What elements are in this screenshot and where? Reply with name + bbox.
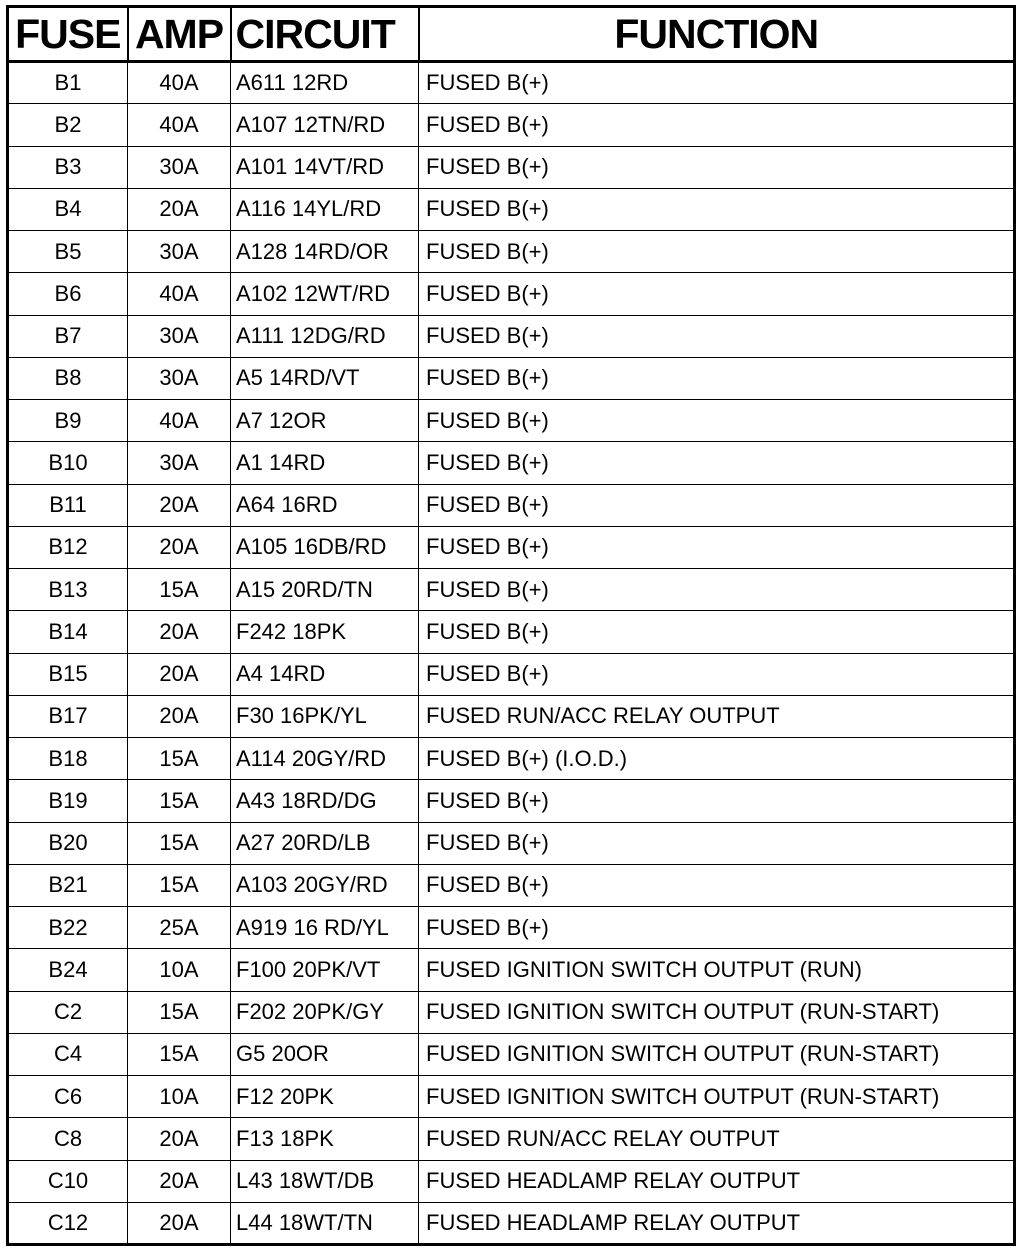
cell-function: FUSED IGNITION SWITCH OUTPUT (RUN) (419, 949, 1015, 991)
cell-circuit: A101 14VT/RD (231, 146, 419, 188)
cell-function: FUSED IGNITION SWITCH OUTPUT (RUN-START) (419, 1076, 1015, 1118)
cell-fuse: B18 (8, 738, 128, 780)
header-circuit: CIRCUIT (231, 7, 419, 62)
cell-fuse: B21 (8, 864, 128, 906)
table-row (8, 188, 1015, 230)
cell-amp: 20A (128, 526, 231, 568)
table-row (8, 653, 1015, 695)
cell-function: FUSED B(+) (419, 864, 1015, 906)
cell-circuit: A111 12DG/RD (231, 315, 419, 357)
cell-amp: 30A (128, 315, 231, 357)
header-fuse: FUSE (8, 7, 128, 62)
cell-circuit: A116 14YL/RD (231, 188, 419, 230)
cell-fuse: B2 (8, 104, 128, 146)
cell-fuse: B3 (8, 146, 128, 188)
table-row (8, 738, 1015, 780)
fuse-table (6, 5, 1016, 1246)
cell-function: FUSED B(+) (419, 188, 1015, 230)
cell-function: FUSED B(+) (419, 357, 1015, 399)
cell-circuit: A102 12WT/RD (231, 273, 419, 315)
cell-amp: 30A (128, 231, 231, 273)
cell-amp: 30A (128, 442, 231, 484)
cell-circuit: A5 14RD/VT (231, 357, 419, 399)
cell-fuse: B7 (8, 315, 128, 357)
cell-amp: 15A (128, 991, 231, 1033)
cell-fuse: C10 (8, 1160, 128, 1202)
cell-function: FUSED B(+) (419, 780, 1015, 822)
cell-amp: 20A (128, 653, 231, 695)
table-row (8, 949, 1015, 991)
cell-circuit: A128 14RD/OR (231, 231, 419, 273)
cell-circuit: A114 20GY/RD (231, 738, 419, 780)
cell-fuse: B9 (8, 400, 128, 442)
cell-amp: 40A (128, 62, 231, 104)
cell-function: FUSED B(+) (419, 653, 1015, 695)
cell-circuit: L44 18WT/TN (231, 1202, 419, 1244)
cell-circuit: A15 20RD/TN (231, 569, 419, 611)
cell-function: FUSED B(+) (419, 62, 1015, 104)
cell-function: FUSED B(+) (419, 526, 1015, 568)
table-row (8, 62, 1015, 104)
cell-amp: 15A (128, 1033, 231, 1075)
cell-function: FUSED B(+) (419, 907, 1015, 949)
table-row (8, 231, 1015, 273)
table-header (8, 7, 1015, 62)
cell-amp: 15A (128, 822, 231, 864)
table-row (8, 907, 1015, 949)
cell-circuit: A919 16 RD/YL (231, 907, 419, 949)
cell-function: FUSED RUN/ACC RELAY OUTPUT (419, 695, 1015, 737)
cell-fuse: B8 (8, 357, 128, 399)
cell-function: FUSED B(+) (419, 273, 1015, 315)
cell-function: FUSED B(+) (419, 231, 1015, 273)
cell-function: FUSED B(+) (419, 104, 1015, 146)
header-row (8, 7, 1015, 62)
cell-amp: 40A (128, 273, 231, 315)
table-row (8, 146, 1015, 188)
cell-fuse: B6 (8, 273, 128, 315)
cell-circuit: F13 18PK (231, 1118, 419, 1160)
cell-amp: 15A (128, 864, 231, 906)
cell-fuse: B13 (8, 569, 128, 611)
cell-fuse: B4 (8, 188, 128, 230)
cell-circuit: A64 16RD (231, 484, 419, 526)
cell-circuit: F242 18PK (231, 611, 419, 653)
table-row (8, 104, 1015, 146)
cell-function: FUSED B(+) (419, 442, 1015, 484)
table-row (8, 1160, 1015, 1202)
table-row (8, 822, 1015, 864)
cell-fuse: B12 (8, 526, 128, 568)
cell-amp: 30A (128, 357, 231, 399)
table-row (8, 273, 1015, 315)
cell-amp: 10A (128, 949, 231, 991)
cell-circuit: F12 20PK (231, 1076, 419, 1118)
cell-circuit: G5 20OR (231, 1033, 419, 1075)
cell-amp: 15A (128, 780, 231, 822)
table-row (8, 1033, 1015, 1075)
cell-function: FUSED B(+) (419, 611, 1015, 653)
cell-circuit: A43 18RD/DG (231, 780, 419, 822)
table-row (8, 611, 1015, 653)
table-row (8, 484, 1015, 526)
cell-fuse: B24 (8, 949, 128, 991)
cell-fuse: B11 (8, 484, 128, 526)
cell-amp: 20A (128, 1160, 231, 1202)
cell-fuse: C12 (8, 1202, 128, 1244)
table-row (8, 1118, 1015, 1160)
cell-fuse: C6 (8, 1076, 128, 1118)
cell-fuse: B17 (8, 695, 128, 737)
table-row (8, 442, 1015, 484)
cell-function: FUSED RUN/ACC RELAY OUTPUT (419, 1118, 1015, 1160)
cell-fuse: B15 (8, 653, 128, 695)
cell-amp: 20A (128, 1118, 231, 1160)
cell-circuit: A7 12OR (231, 400, 419, 442)
table-row (8, 526, 1015, 568)
cell-amp: 15A (128, 569, 231, 611)
table-row (8, 1202, 1015, 1244)
cell-circuit: A27 20RD/LB (231, 822, 419, 864)
cell-function: FUSED B(+) (419, 569, 1015, 611)
cell-amp: 20A (128, 611, 231, 653)
table-row (8, 991, 1015, 1033)
cell-circuit: F202 20PK/GY (231, 991, 419, 1033)
header-function: FUNCTION (419, 7, 1015, 62)
cell-function: FUSED HEADLAMP RELAY OUTPUT (419, 1202, 1015, 1244)
cell-amp: 10A (128, 1076, 231, 1118)
cell-amp: 20A (128, 1202, 231, 1244)
cell-amp: 20A (128, 695, 231, 737)
table-row (8, 695, 1015, 737)
cell-fuse: B10 (8, 442, 128, 484)
table-body (8, 62, 1015, 1245)
cell-fuse: C2 (8, 991, 128, 1033)
cell-fuse: C4 (8, 1033, 128, 1075)
cell-function: FUSED B(+) (419, 146, 1015, 188)
cell-circuit: A105 16DB/RD (231, 526, 419, 568)
cell-circuit: A107 12TN/RD (231, 104, 419, 146)
cell-circuit: A4 14RD (231, 653, 419, 695)
table-row (8, 569, 1015, 611)
table-row (8, 315, 1015, 357)
cell-fuse: B22 (8, 907, 128, 949)
cell-function: FUSED B(+) (419, 315, 1015, 357)
cell-fuse: B1 (8, 62, 128, 104)
cell-amp: 20A (128, 188, 231, 230)
cell-fuse: B20 (8, 822, 128, 864)
cell-circuit: F100 20PK/VT (231, 949, 419, 991)
cell-amp: 40A (128, 104, 231, 146)
cell-circuit: L43 18WT/DB (231, 1160, 419, 1202)
cell-amp: 25A (128, 907, 231, 949)
cell-fuse: C8 (8, 1118, 128, 1160)
table-row (8, 864, 1015, 906)
cell-amp: 15A (128, 738, 231, 780)
table-row (8, 1076, 1015, 1118)
cell-fuse: B19 (8, 780, 128, 822)
cell-amp: 30A (128, 146, 231, 188)
cell-amp: 40A (128, 400, 231, 442)
cell-function: FUSED HEADLAMP RELAY OUTPUT (419, 1160, 1015, 1202)
cell-function: FUSED B(+) (419, 400, 1015, 442)
cell-circuit: F30 16PK/YL (231, 695, 419, 737)
table-row (8, 357, 1015, 399)
cell-fuse: B14 (8, 611, 128, 653)
cell-function: FUSED B(+) (419, 822, 1015, 864)
cell-function: FUSED IGNITION SWITCH OUTPUT (RUN-START) (419, 991, 1015, 1033)
cell-function: FUSED B(+) (I.O.D.) (419, 738, 1015, 780)
cell-amp: 20A (128, 484, 231, 526)
cell-circuit: A103 20GY/RD (231, 864, 419, 906)
cell-function: FUSED IGNITION SWITCH OUTPUT (RUN-START) (419, 1033, 1015, 1075)
cell-fuse: B5 (8, 231, 128, 273)
header-amp: AMP (128, 7, 231, 62)
cell-function: FUSED B(+) (419, 484, 1015, 526)
table-row (8, 780, 1015, 822)
cell-circuit: A1 14RD (231, 442, 419, 484)
table-row (8, 400, 1015, 442)
cell-circuit: A611 12RD (231, 62, 419, 104)
